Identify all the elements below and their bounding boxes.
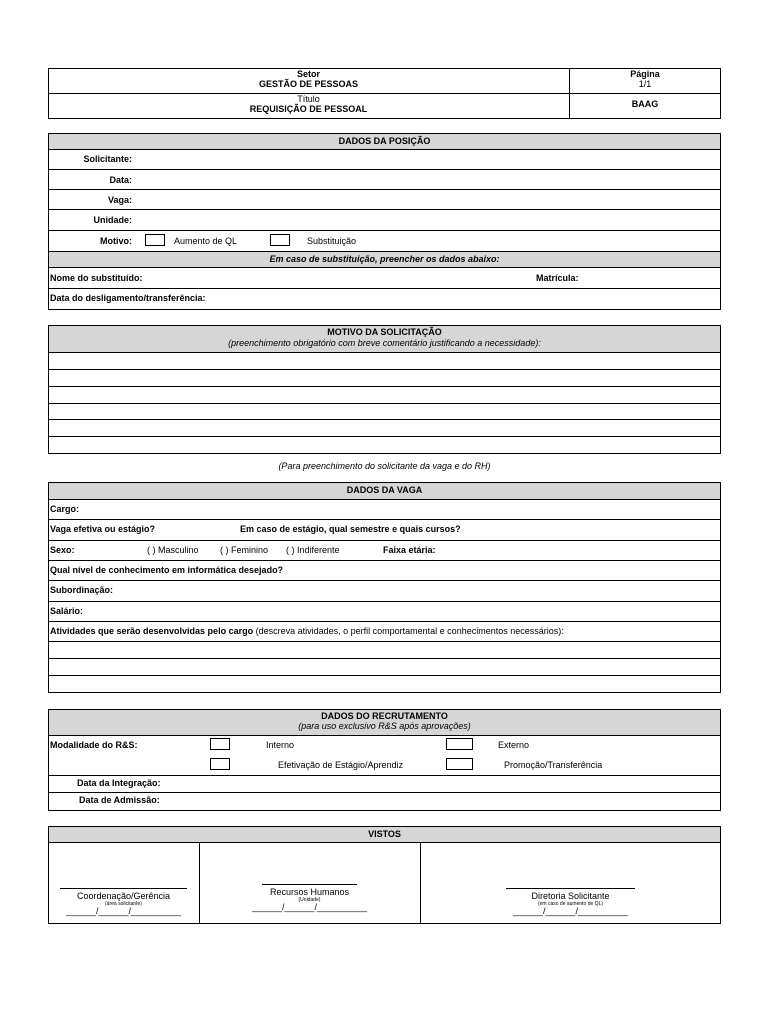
row-line <box>48 519 721 520</box>
diretoria-date: ______/______/__________ <box>512 906 629 916</box>
motivo-solicitacao-title: MOTIVO DA SOLICITAÇÃO <box>327 327 442 337</box>
atividades-label <box>50 626 564 637</box>
motivo-label: Motivo: <box>100 236 132 246</box>
data-label: Data: <box>109 175 132 185</box>
row-line <box>48 149 721 150</box>
promocao-label: Promoção/Transferência <box>504 760 603 770</box>
aumento-checkbox[interactable] <box>145 234 165 246</box>
interno-label: Interno <box>266 740 295 750</box>
promocao-checkbox[interactable] <box>446 758 473 770</box>
interno-checkbox[interactable] <box>210 738 230 750</box>
row-line <box>48 189 721 190</box>
row-line <box>48 658 721 659</box>
diretoria-sublabel: (em caso de aumento de QL) <box>537 901 604 907</box>
titulo-label: Título <box>297 94 320 104</box>
efetiva-label: Vaga efetiva ou estágio? <box>50 524 156 534</box>
row-line <box>48 419 721 420</box>
rh-label: Recursos Humanos <box>269 887 350 897</box>
row-line <box>48 735 721 736</box>
vistos-title: VISTOS <box>368 829 401 839</box>
setor-value: GESTÃO DE PESSOAS <box>258 79 359 89</box>
row-line <box>48 230 721 231</box>
efetivacao-checkbox[interactable] <box>210 758 230 770</box>
informatica-label: Qual nível de conhecimento em informática desejado? <box>50 565 284 575</box>
coordenacao-date: ______/______/__________ <box>65 906 182 916</box>
efetivacao-label: Efetivação de Estágio/Aprendiz <box>278 760 404 770</box>
faixa-etaria-label: Faixa etária: <box>383 545 436 555</box>
data-desligamento-label: Data do desligamento/transferência: <box>50 293 206 303</box>
posicao-title: DADOS DA POSIÇÃO <box>338 136 431 146</box>
vaga-label: Vaga: <box>107 195 132 205</box>
signature-line-diretoria <box>506 888 635 889</box>
indiferente-option[interactable]: ( ) Indiferente <box>286 545 340 555</box>
signature-line-coordenacao <box>60 888 187 889</box>
row-line <box>48 369 721 370</box>
row-line <box>48 792 721 793</box>
substituicao-checkbox[interactable] <box>270 234 290 246</box>
signature-line-rh <box>262 884 357 885</box>
titulo-value: REQUISIÇÃO DE PESSOAL <box>249 104 368 114</box>
row-line <box>48 601 721 602</box>
diretoria-label: Diretoria Solicitante <box>531 891 610 901</box>
vaga-title: DADOS DA VAGA <box>346 485 423 495</box>
unidade-label: Unidade: <box>93 215 132 225</box>
note-solicitante: (Para preenchimento do solicitante da vaga e do RH) <box>278 461 491 471</box>
nome-substituido-label: Nome do substituído: <box>50 273 143 283</box>
row-line <box>48 580 721 581</box>
data-integracao-label: Data da Integração: <box>77 778 161 788</box>
aumento-label: Aumento de QL <box>174 236 238 246</box>
solicitante-label: Solicitante: <box>83 154 132 164</box>
coordenacao-label: Coordenação/Gerência <box>76 891 171 901</box>
row-line <box>48 288 721 289</box>
row-line <box>48 352 721 353</box>
coordenacao-sublabel: (área solicitante) <box>105 901 142 907</box>
row-line <box>48 499 721 500</box>
feminino-option[interactable]: ( ) Feminino <box>220 545 269 555</box>
pagina-value: 1/1 <box>638 79 652 89</box>
row-line <box>48 209 721 210</box>
modalidade-label: Modalidade do R&S: <box>50 740 138 750</box>
rh-sublabel: (Unidade) <box>298 897 321 903</box>
row-line <box>48 675 721 676</box>
row-line <box>48 540 721 541</box>
row-line <box>48 169 721 170</box>
substituicao-label: Substituição <box>307 236 357 246</box>
row-line <box>48 560 721 561</box>
row-line <box>48 267 721 268</box>
document-code: BAAG <box>631 99 659 109</box>
recrutamento-subtitle: (para uso exclusivo R&S após aprovações) <box>298 721 471 731</box>
row-line <box>48 775 721 776</box>
row-line <box>48 842 721 843</box>
sexo-label: Sexo: <box>50 545 75 555</box>
masculino-option[interactable]: ( ) Masculino <box>147 545 199 555</box>
motivo-solicitacao-subtitle: (preenchimento obrigatório com breve comentário justificando a necessidade): <box>228 338 541 348</box>
row-line <box>48 386 721 387</box>
row-line <box>48 621 721 622</box>
posicao-section <box>48 133 721 310</box>
row-line <box>48 403 721 404</box>
atividades-bold: Atividades que serão desenvolvidas pelo cargo <box>50 626 254 636</box>
data-admissao-label: Data de Admissão: <box>79 795 160 805</box>
recrutamento-title: DADOS DO RECRUTAMENTO <box>321 711 448 721</box>
rh-date: ______/______/__________ <box>251 902 368 912</box>
matricula-label: Matrícula: <box>536 273 579 283</box>
externo-checkbox[interactable] <box>446 738 473 750</box>
substituicao-note: Em caso de substituição, preencher os dados abaixo: <box>269 254 500 264</box>
salario-label: Salário: <box>50 606 84 616</box>
setor-label: Setor <box>296 69 320 79</box>
pagina-label: Página <box>630 69 660 79</box>
atividades-rest: (descreva atividades, o perfil comportamental e conhecimentos necessários): <box>255 626 564 636</box>
externo-label: Externo <box>498 740 530 750</box>
row-line <box>48 641 721 642</box>
vaga-section <box>48 482 721 693</box>
row-line <box>48 436 721 437</box>
subordinacao-label: Subordinação: <box>50 585 114 595</box>
cargo-label: Cargo: <box>50 504 79 514</box>
estagio-label: Em caso de estágio, qual semestre e quais cursos? <box>240 524 461 534</box>
